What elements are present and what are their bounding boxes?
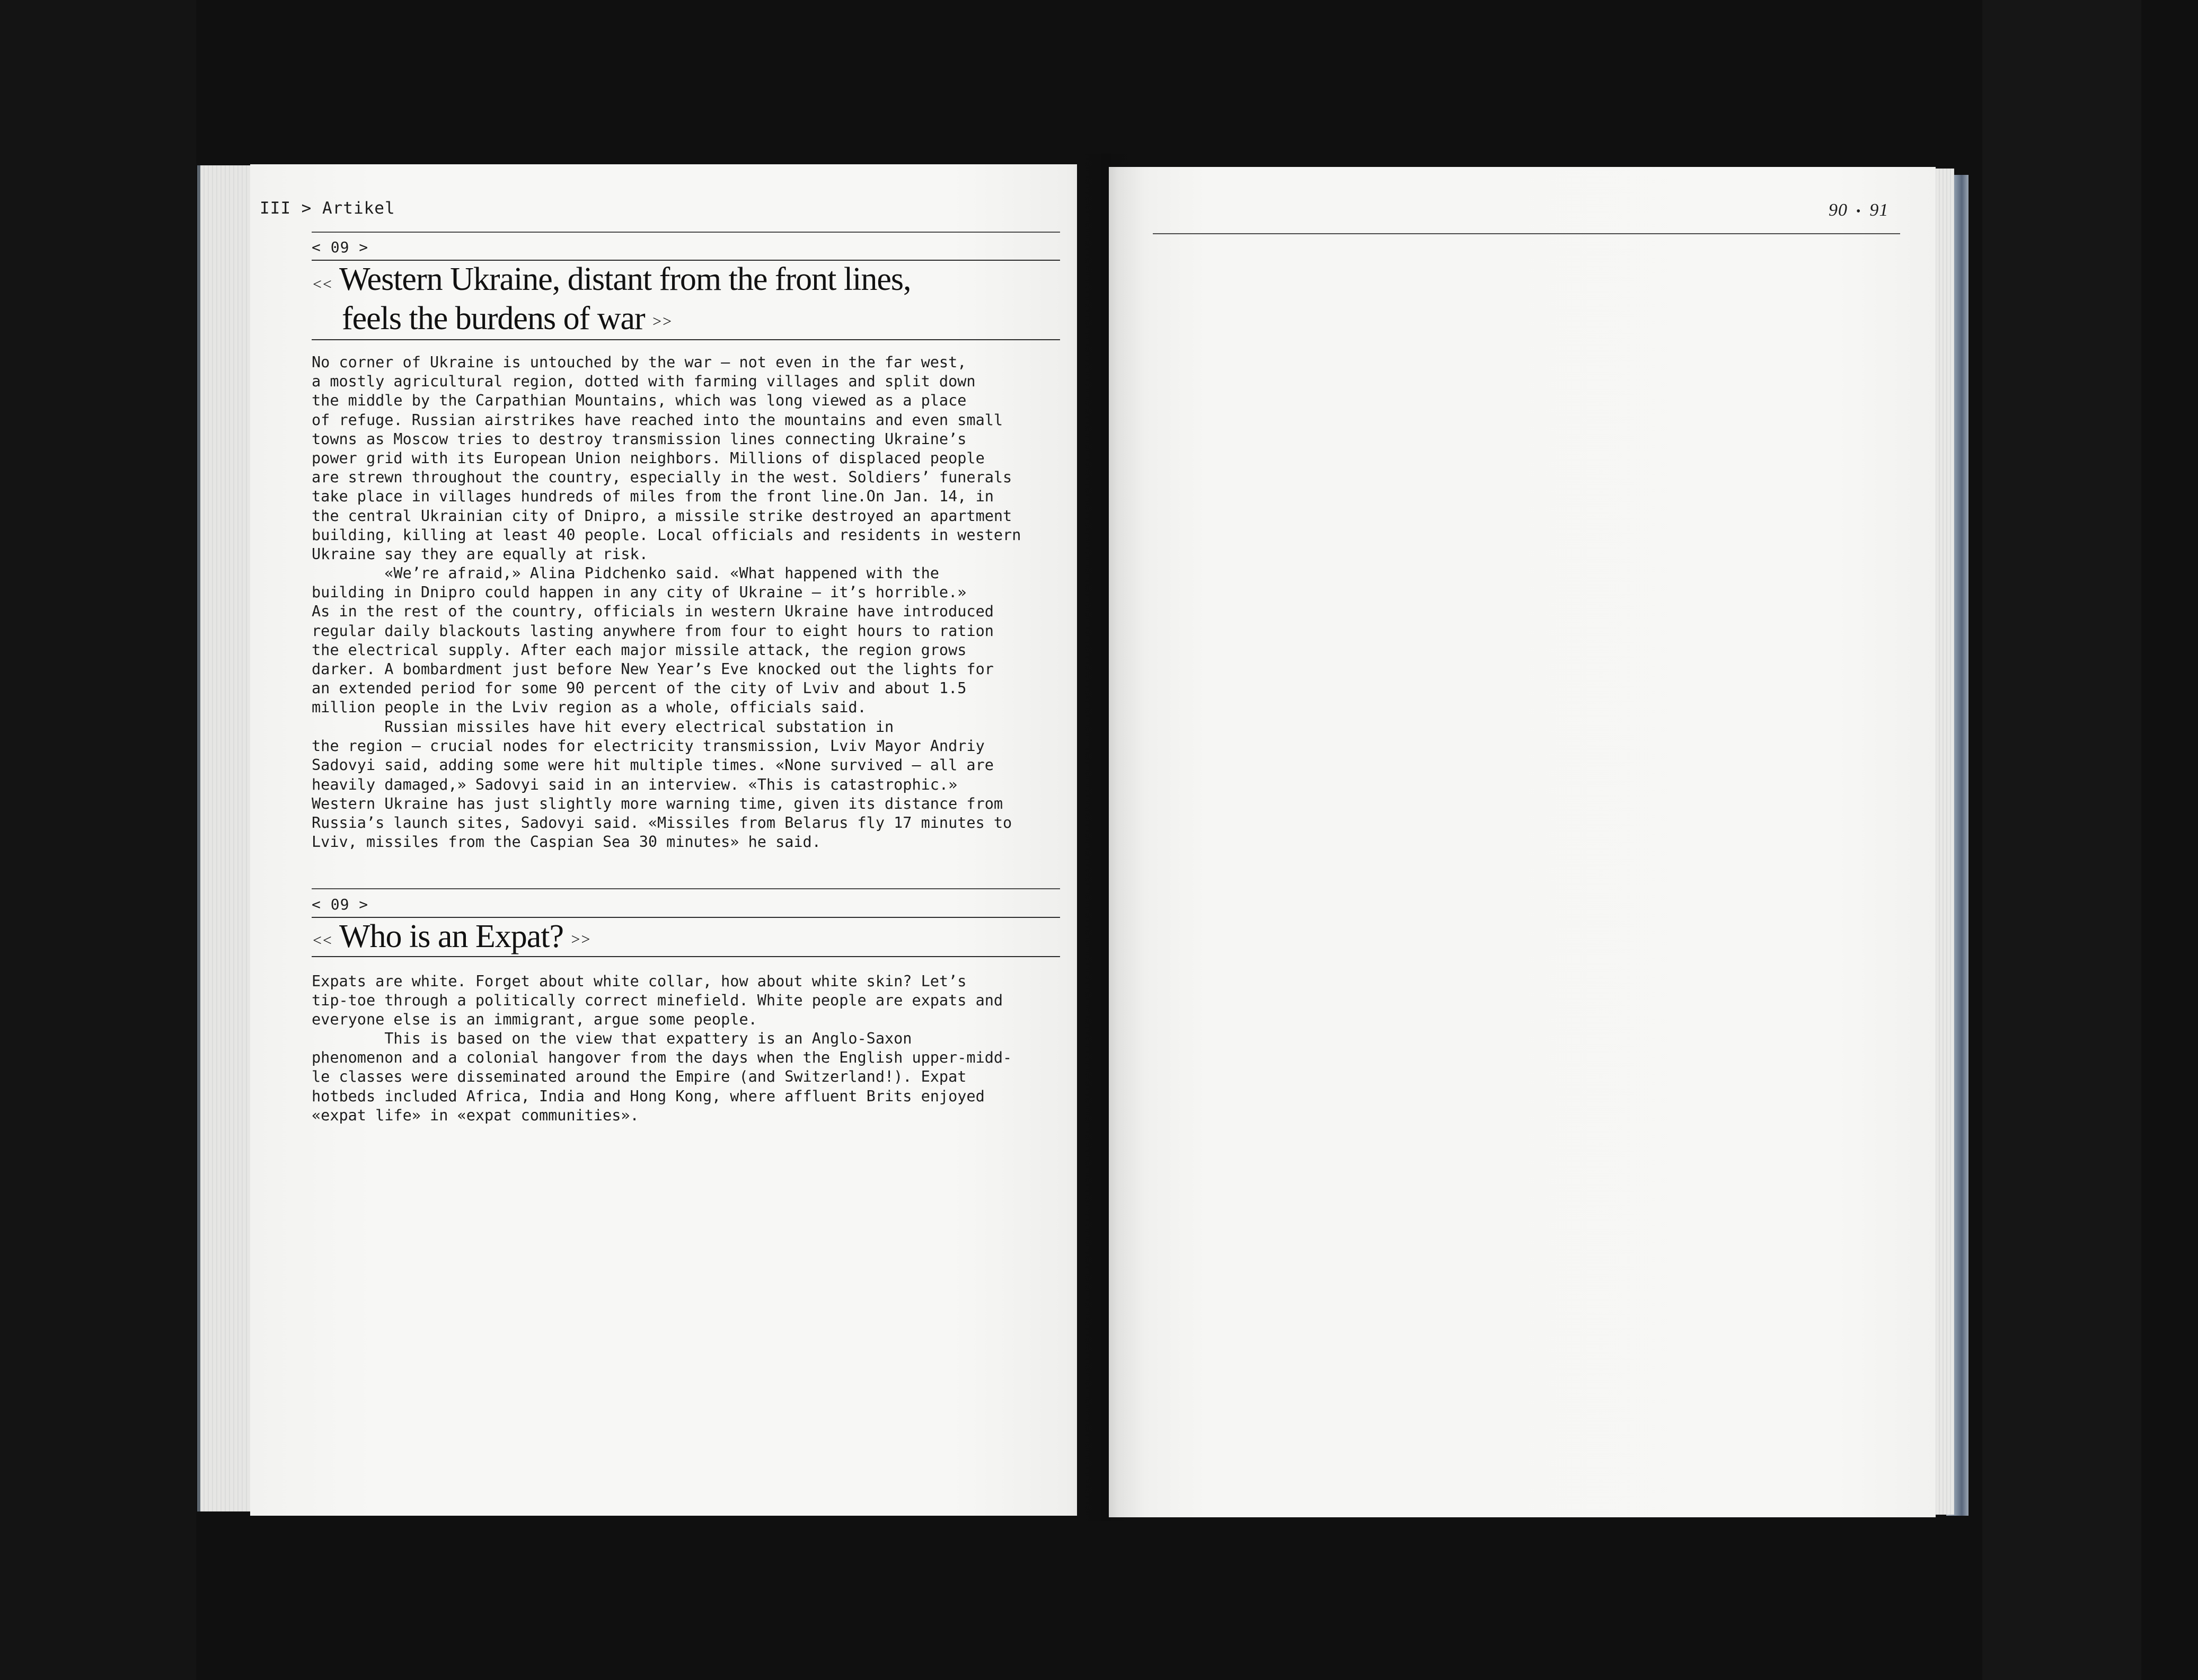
article-1-paragraph-2: «We’re afraid,» Alina Pidchenko said. «What happened with the building in Dnipro could happen in any city of Ukraine – it’s horrible.» As in the rest of the country, officials in western Ukraine have introduced regular daily blackouts lasting anywhere from four to eight hours to ration the electrical supply. After each major missile attack, the region grows darker. A bombardment just before New Year’s Eve knocked out the lights for an extended period for some 90 percent of the city of Lviv and about 1.5 million people in the Lviv region as a whole, officials said. [312,564,994,717]
article-1-paragraph-3: Russian missiles have hit every electrical substation in the region – crucial nodes for electricity transmission, Lviv Mayor Andriy Sadovyi said, adding some were hit multiple times. «None survived – all are heavily damaged,» Sadovyi said in an interview. «This is catastrophic.» Western Ukraine has just slightly more warning time, given its distance from Russia’s launch sites, Sadovyi said. «Missiles from Belarus fly 17 minutes to Lviv, missiles from the Caspian Sea 30 minutes» he said. [312,718,1012,851]
header-rule [312,232,1060,233]
article-1-number: < 09 > [312,238,369,256]
article-2-close-mark: >> [571,930,592,948]
backdrop-right [1982,0,2141,1680]
article-2-paragraph-1: Expats are white. Forget about white collar, how about white skin? Let’s tip-toe through a politically correct minefield. White people are expats and everyone else is an immigrant, argue some people. [312,972,1003,1029]
right-page-header-rule [1153,233,1900,234]
article-1-open-mark: << [313,276,333,293]
article-2-top-rule [312,888,1060,889]
folio-separator: • [1856,204,1861,218]
article-1-title-line-2-text: feels the burdens of war [342,300,645,337]
folio-right-page-number: 91 [1869,200,1889,220]
article-1-close-mark: >> [652,312,673,330]
page-folio [1829,200,1888,220]
article-2-title-rule [312,956,1060,957]
article-2-title [339,917,591,959]
article-2-paragraph-2: This is based on the view that expattery is an Anglo-Saxon phenomenon and a colonial hangover from the days when the English upper-midd- le classes were disseminated around the Empire (and Switzerland!). Expat hotbeds included Africa, India and Hong Kong, where affluent Brits enjoyed «expat life» in «expat communities». [312,1030,1012,1124]
right-page [1109,167,1936,1517]
article-1-title-line-1: Western Ukraine, distant from the front lines, [339,261,911,297]
article-2-number: < 09 > [312,896,369,913]
folio-left-page-number: 90 [1829,200,1848,220]
article-1-title-rule [312,339,1060,340]
article-2-title-text: Who is an Expat? [339,918,564,954]
article-1-title-line-2 [342,299,673,341]
article-1-paragraph-1: No corner of Ukraine is untouched by the war – not even in the far west, a mostly agricultural region, dotted with farming villages and split down the middle by the Carpathian Mountains, which was long viewed as a place of refuge. Russian airstrikes have reached into the mountains and even small towns as Moscow tries to destroy transmission lines connecting Ukraine’s power grid with its European Union neighbors. Millions of displaced people are strewn throughout the country, especially in the west. Soldiers’ funerals take place in villages hundreds of miles from the front line.On Jan. 14, in the central Ukrainian city of Dnipro, a missile strike destroyed an apartment building, killing at least 40 people. Local officials and residents in western Ukraine say they are equally at risk. [312,353,1021,563]
running-head: III > Artikel [260,199,395,218]
article-2-open-mark: << [313,932,333,949]
backdrop-left [0,0,196,1680]
